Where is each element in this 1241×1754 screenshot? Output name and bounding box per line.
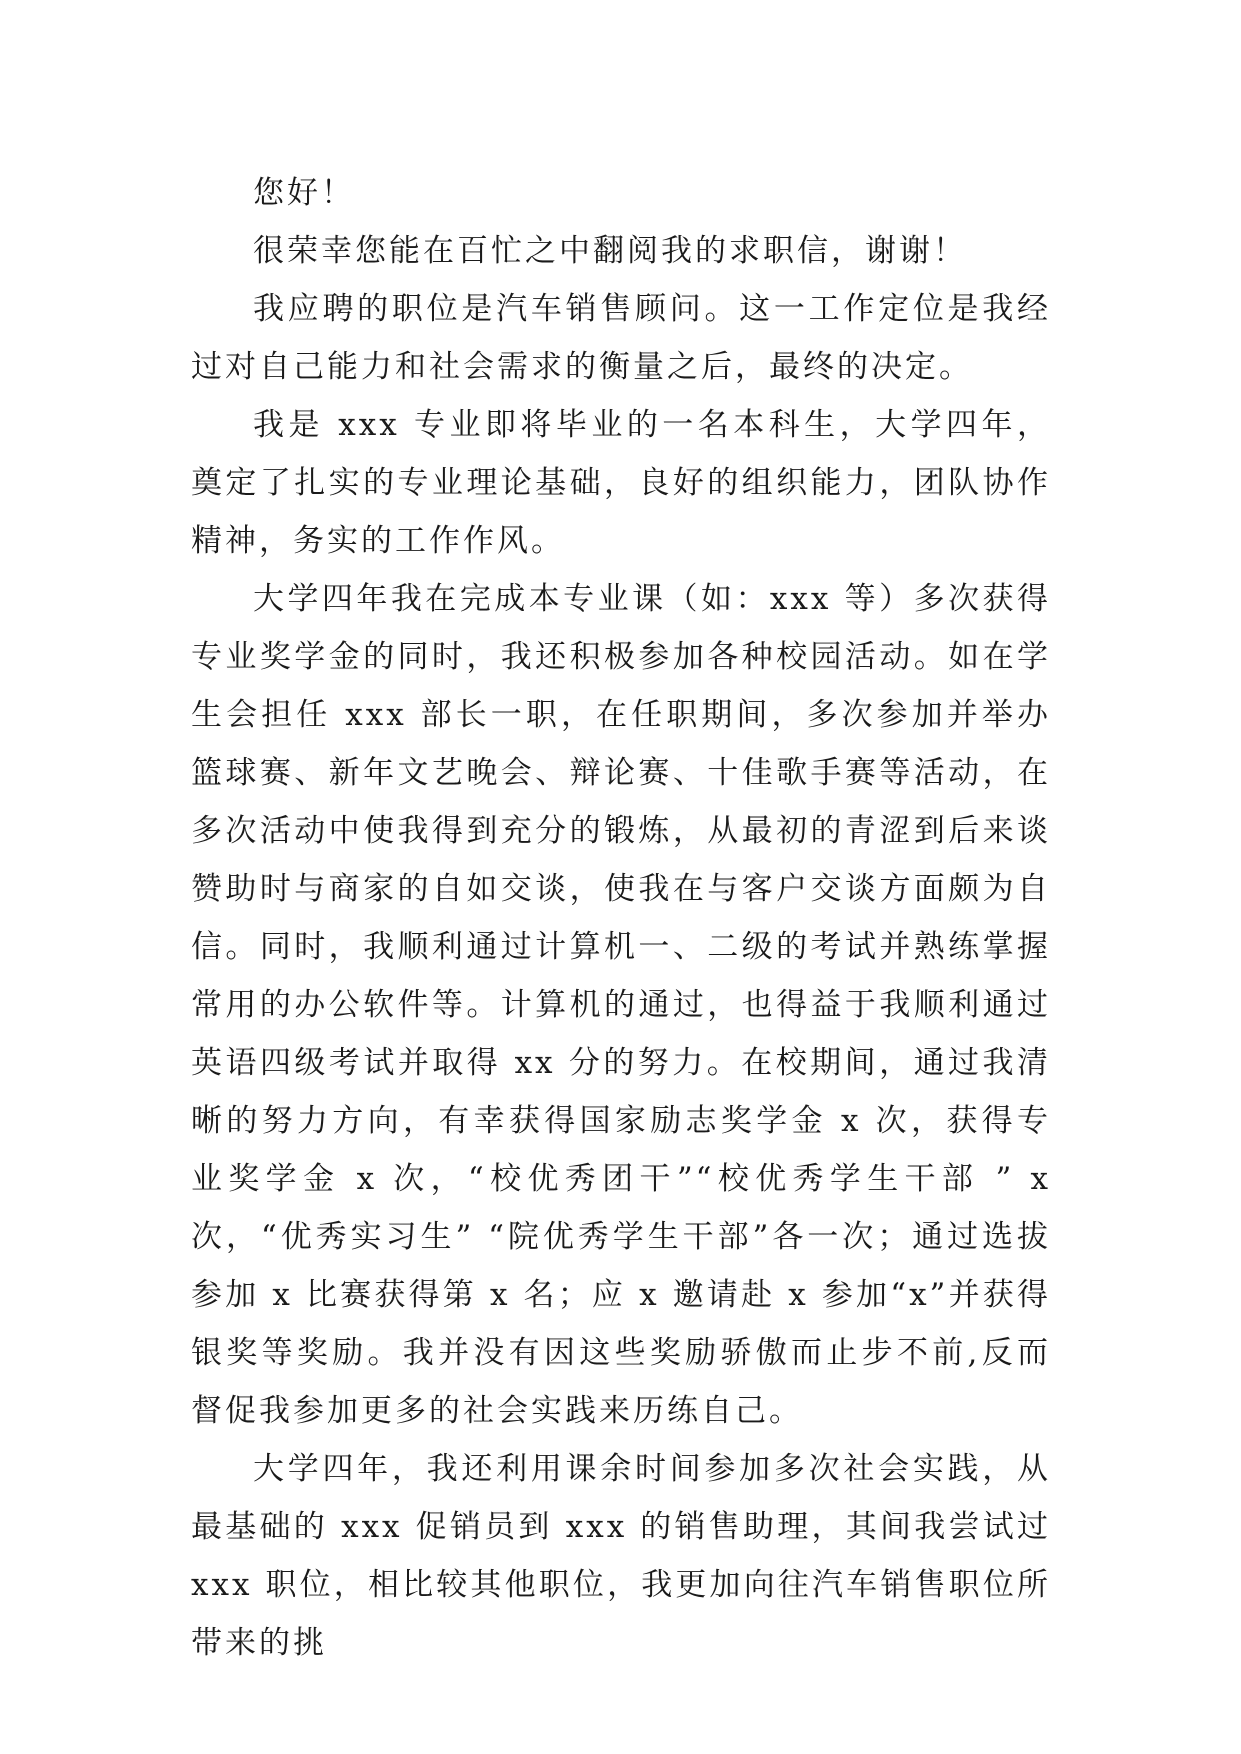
letter-greeting: 您好！ bbox=[253, 175, 355, 211]
paragraph-thanks: 很荣幸您能在百忙之中翻阅我的求职信，谢谢！ bbox=[253, 233, 967, 269]
letter-body bbox=[191, 164, 1051, 1672]
paragraph-practice: 大学四年，我还利用课余时间参加多次社会实践，从最基础的 xxx 促销员到 xxx 的销售助理，其间我尝试过 xxx 职位，相比较其他职位，我更加向往汽车销售职位所带来的挑 bbox=[191, 1451, 1051, 1661]
paragraph-position: 我应聘的职位是汽车销售顾问。这一工作定位是我经过对自己能力和社会需求的衡量之后，最终的决定。 bbox=[191, 291, 1051, 385]
paragraph-background: 我是 xxx 专业即将毕业的一名本科生，大学四年，奠定了扎实的专业理论基础，良好的组织能力，团队协作精神，务实的工作作风。 bbox=[191, 407, 1051, 559]
paragraph-achievements: 大学四年我在完成本专业课（如：xxx 等）多次获得专业奖学金的同时，我还积极参加各种校园活动。如在学生会担任 xxx 部长一职，在任职期间，多次参加并举办篮球赛、新年文艺晚会、辩论赛、十佳歌手赛等活动，在多次活动中使我得到充分的锻炼，从最初的青涩到后来谈赞助时与商家的自如交谈，使我在与客户交谈方面颇为自信。同时，我顺利通过计算机一、二级的考试并熟练掌握常用的办公软件等。计算机的通过，也得益于我顺利通过英语四级考试并取得 xx 分的努力。在校期间，通过我清晰的努力方向，有幸获得国家励志奖学金 x 次，获得专业奖学金 x 次，“校优秀团干”“校优秀学生干部 ” x 次，“优秀实习生” “院优秀学生干部”各一次；通过选拔参加 x 比赛获得第 x 名；应 x 邀请赴 x 参加“x”并获得银奖等奖励。我并没有因这些奖励骄傲而止步不前,反而督促我参加更多的社会实践来历练自己。 bbox=[191, 581, 1051, 1429]
